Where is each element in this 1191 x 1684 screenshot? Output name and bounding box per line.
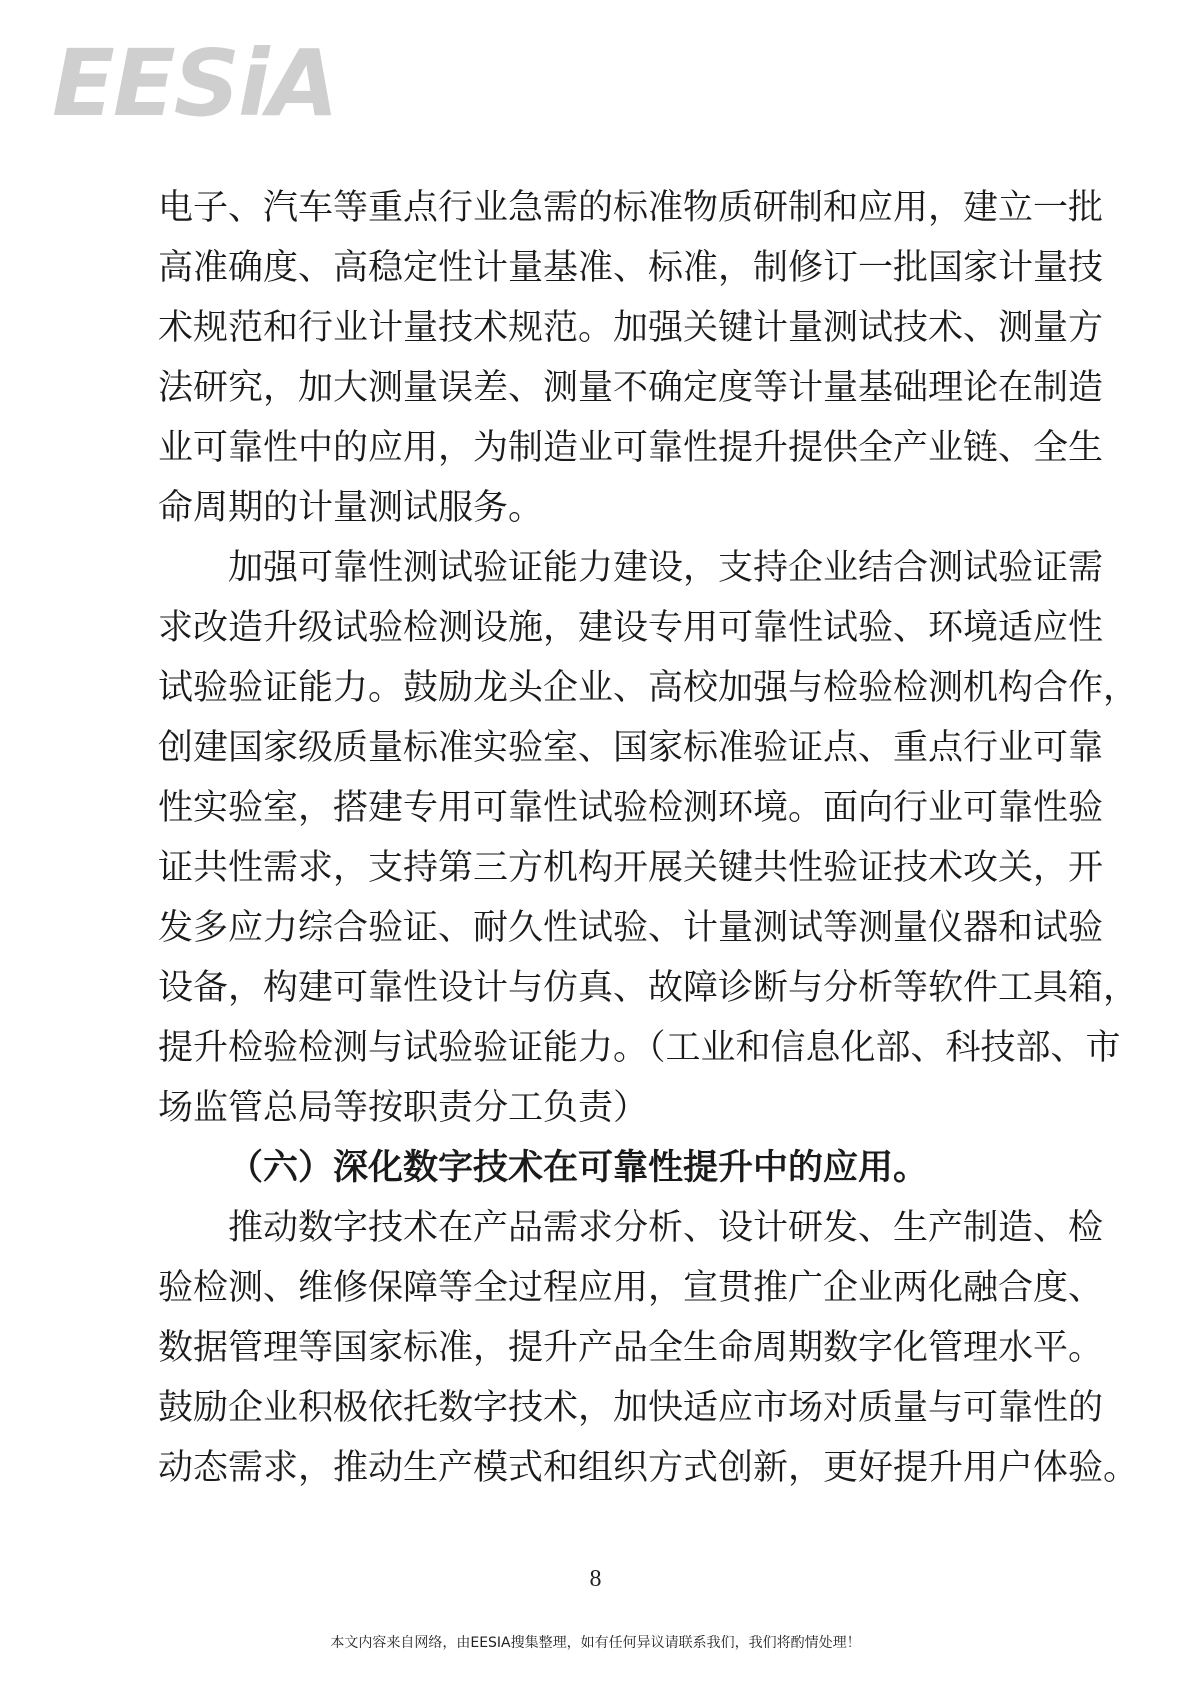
text-line: 创建国家级质量标准实验室、国家标准验证点、重点行业可靠 — [158, 728, 1104, 768]
text-line: 推动数字技术在产品需求分析、设计研发、生产制造、检 — [228, 1208, 1104, 1248]
text-line: 数据管理等国家标准，提升产品全生命周期数字化管理水平。 — [158, 1328, 1104, 1368]
page-number: 8 — [589, 1566, 602, 1592]
text-line: 设备，构建可靠性设计与仿真、故障诊断与分析等软件工具箱， — [158, 968, 1139, 1008]
text-line: 鼓励企业积极依托数字技术，加快适应市场对质量与可靠性的 — [158, 1388, 1104, 1428]
text-line: 业可靠性中的应用，为制造业可靠性提升提供全产业链、全生 — [158, 428, 1104, 468]
text-line: 试验验证能力。鼓励龙头企业、高校加强与检验检测机构合作， — [158, 668, 1139, 708]
text-line: 场监管总局等按职责分工负责） — [158, 1088, 649, 1128]
text-line: 命周期的计量测试服务。 — [158, 488, 544, 528]
text-line: 求改造升级试验检测设施，建设专用可靠性试验、环境适应性 — [158, 608, 1104, 648]
text-line: 高准确度、高稳定性计量基准、标准，制修订一批国家计量技 — [158, 248, 1104, 288]
document-body — [158, 178, 1139, 1498]
text-line: 验检测、维修保障等全过程应用，宣贯推广企业两化融合度、 — [158, 1268, 1104, 1308]
section-heading: （六）深化数字技术在可靠性提升中的应用。 — [228, 1147, 929, 1188]
text-line: 术规范和行业计量技术规范。加强关键计量测试技术、测量方 — [158, 308, 1104, 348]
eesia-logo: EESiA — [52, 30, 337, 137]
text-line: 发多应力综合验证、耐久性试验、计量测试等测量仪器和试验 — [158, 908, 1104, 948]
text-line: 电子、汽车等重点行业急需的标准物质研制和应用，建立一批 — [158, 188, 1104, 228]
text-line: 证共性需求，支持第三方机构开展关键共性验证技术攻关，开 — [158, 848, 1104, 888]
text-line: 性实验室，搭建专用可靠性试验检测环境。面向行业可靠性验 — [158, 788, 1104, 828]
text-line: 加强可靠性测试验证能力建设，支持企业结合测试验证需 — [228, 548, 1104, 588]
text-line: 法研究，加大测量误差、测量不确定度等计量基础理论在制造 — [158, 368, 1104, 408]
footer-disclaimer: 本文内容来自网络，由EESIA搜集整理，如有任何异议请联系我们，我们将酌情处理！ — [330, 1635, 861, 1651]
text-line: 提升检验检测与试验验证能力。（工业和信息化部、科技部、市 — [158, 1028, 1121, 1068]
text-line: 动态需求，推动生产模式和组织方式创新，更好提升用户体验。 — [158, 1448, 1139, 1488]
